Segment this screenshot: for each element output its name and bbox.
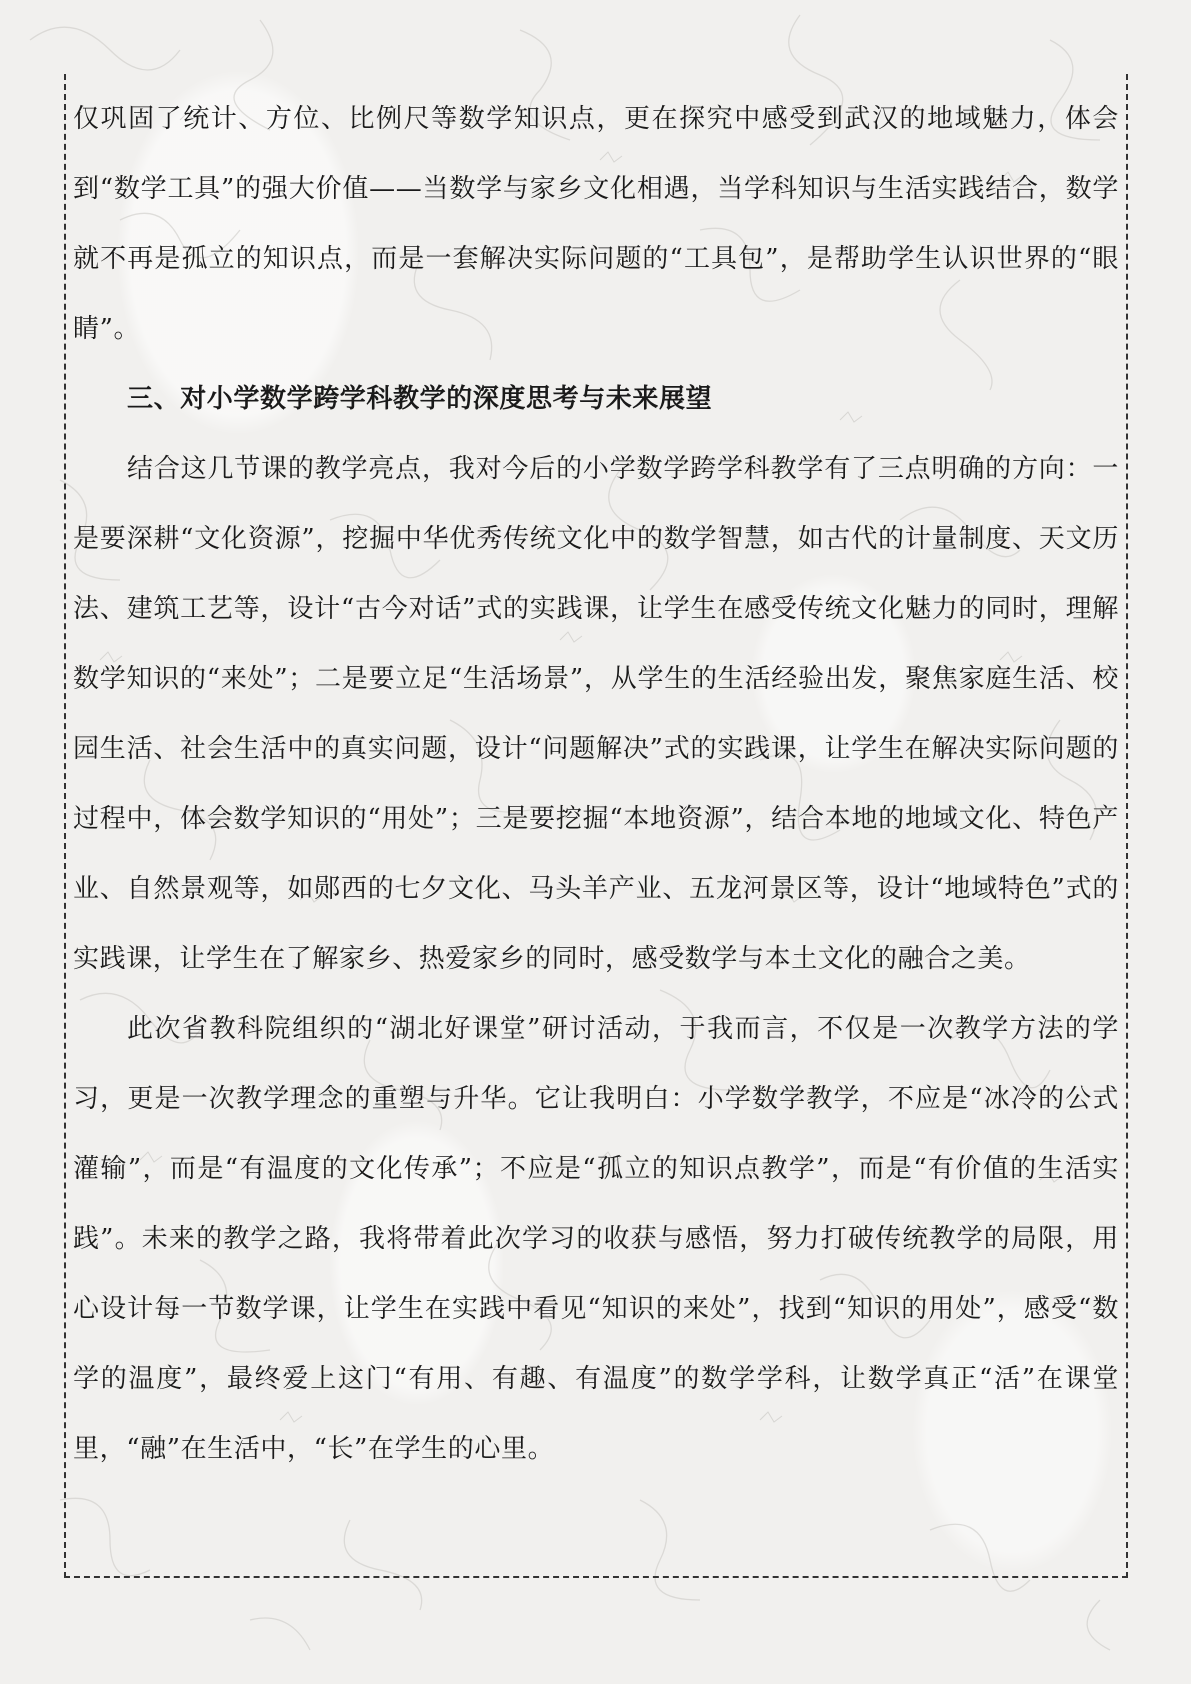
paragraph-future-directions: 结合这几节课的教学亮点，我对今后的小学数学跨学科教学有了三点明确的方向：一是要深耕“文化资源”，挖掘中华优秀传统文化中的数学智慧，如古代的计量制度、天文历法、建筑工艺等，设计“古今对话”式的实践课，让学生在感受传统文化魅力的同时，理解数学知识的“来处”；二是要立足“生活场景”，从学生的生活经验出发，聚焦家庭生活、校园生活、社会生活中的真实问题，设计“问题解决”式的实践课，让学生在解决实际问题的过程中，体会数学知识的“用处”；三是要挖掘“本地资源”，结合本地的地域文化、特色产业、自然景观等，如郧西的七夕文化、马头羊产业、五龙河景区等，设计“地域特色”式的实践课，让学生在了解家乡、热爱家乡的同时，感受数学与本土文化的融合之美。 (73, 454, 1119, 974)
paragraph-continuation: 仅巩固了统计、方位、比例尺等数学知识点，更在探究中感受到武汉的地域魅力，体会到“数学工具”的强大价值——当数学与家乡文化相遇，当学科知识与生活实践结合，数学就不再是孤立的知识点，而是一套解决实际问题的“工具包”，是帮助学生认识世界的“眼睛”。 (73, 104, 1119, 344)
section-heading: 三、对小学数学跨学科教学的深度思考与未来展望 (127, 384, 713, 414)
document-body (73, 84, 1119, 1484)
paragraph-conclusion: 此次省教科院组织的“湖北好课堂”研讨活动，于我而言，不仅是一次教学方法的学习，更是一次教学理念的重塑与升华。它让我明白：小学数学教学，不应是“冰冷的公式灌输”，而是“有温度的文化传承”；不应是“孤立的知识点教学”，而是“有价值的生活实践”。未来的教学之路，我将带着此次学习的收获与感悟，努力打破传统教学的局限，用心设计每一节数学课，让学生在实践中看见“知识的来处”，找到“知识的用处”，感受“数学的温度”，最终爱上这门“有用、有趣、有温度”的数学学科，让数学真正“活”在课堂里，“融”在生活中，“长”在学生的心里。 (73, 1014, 1119, 1464)
